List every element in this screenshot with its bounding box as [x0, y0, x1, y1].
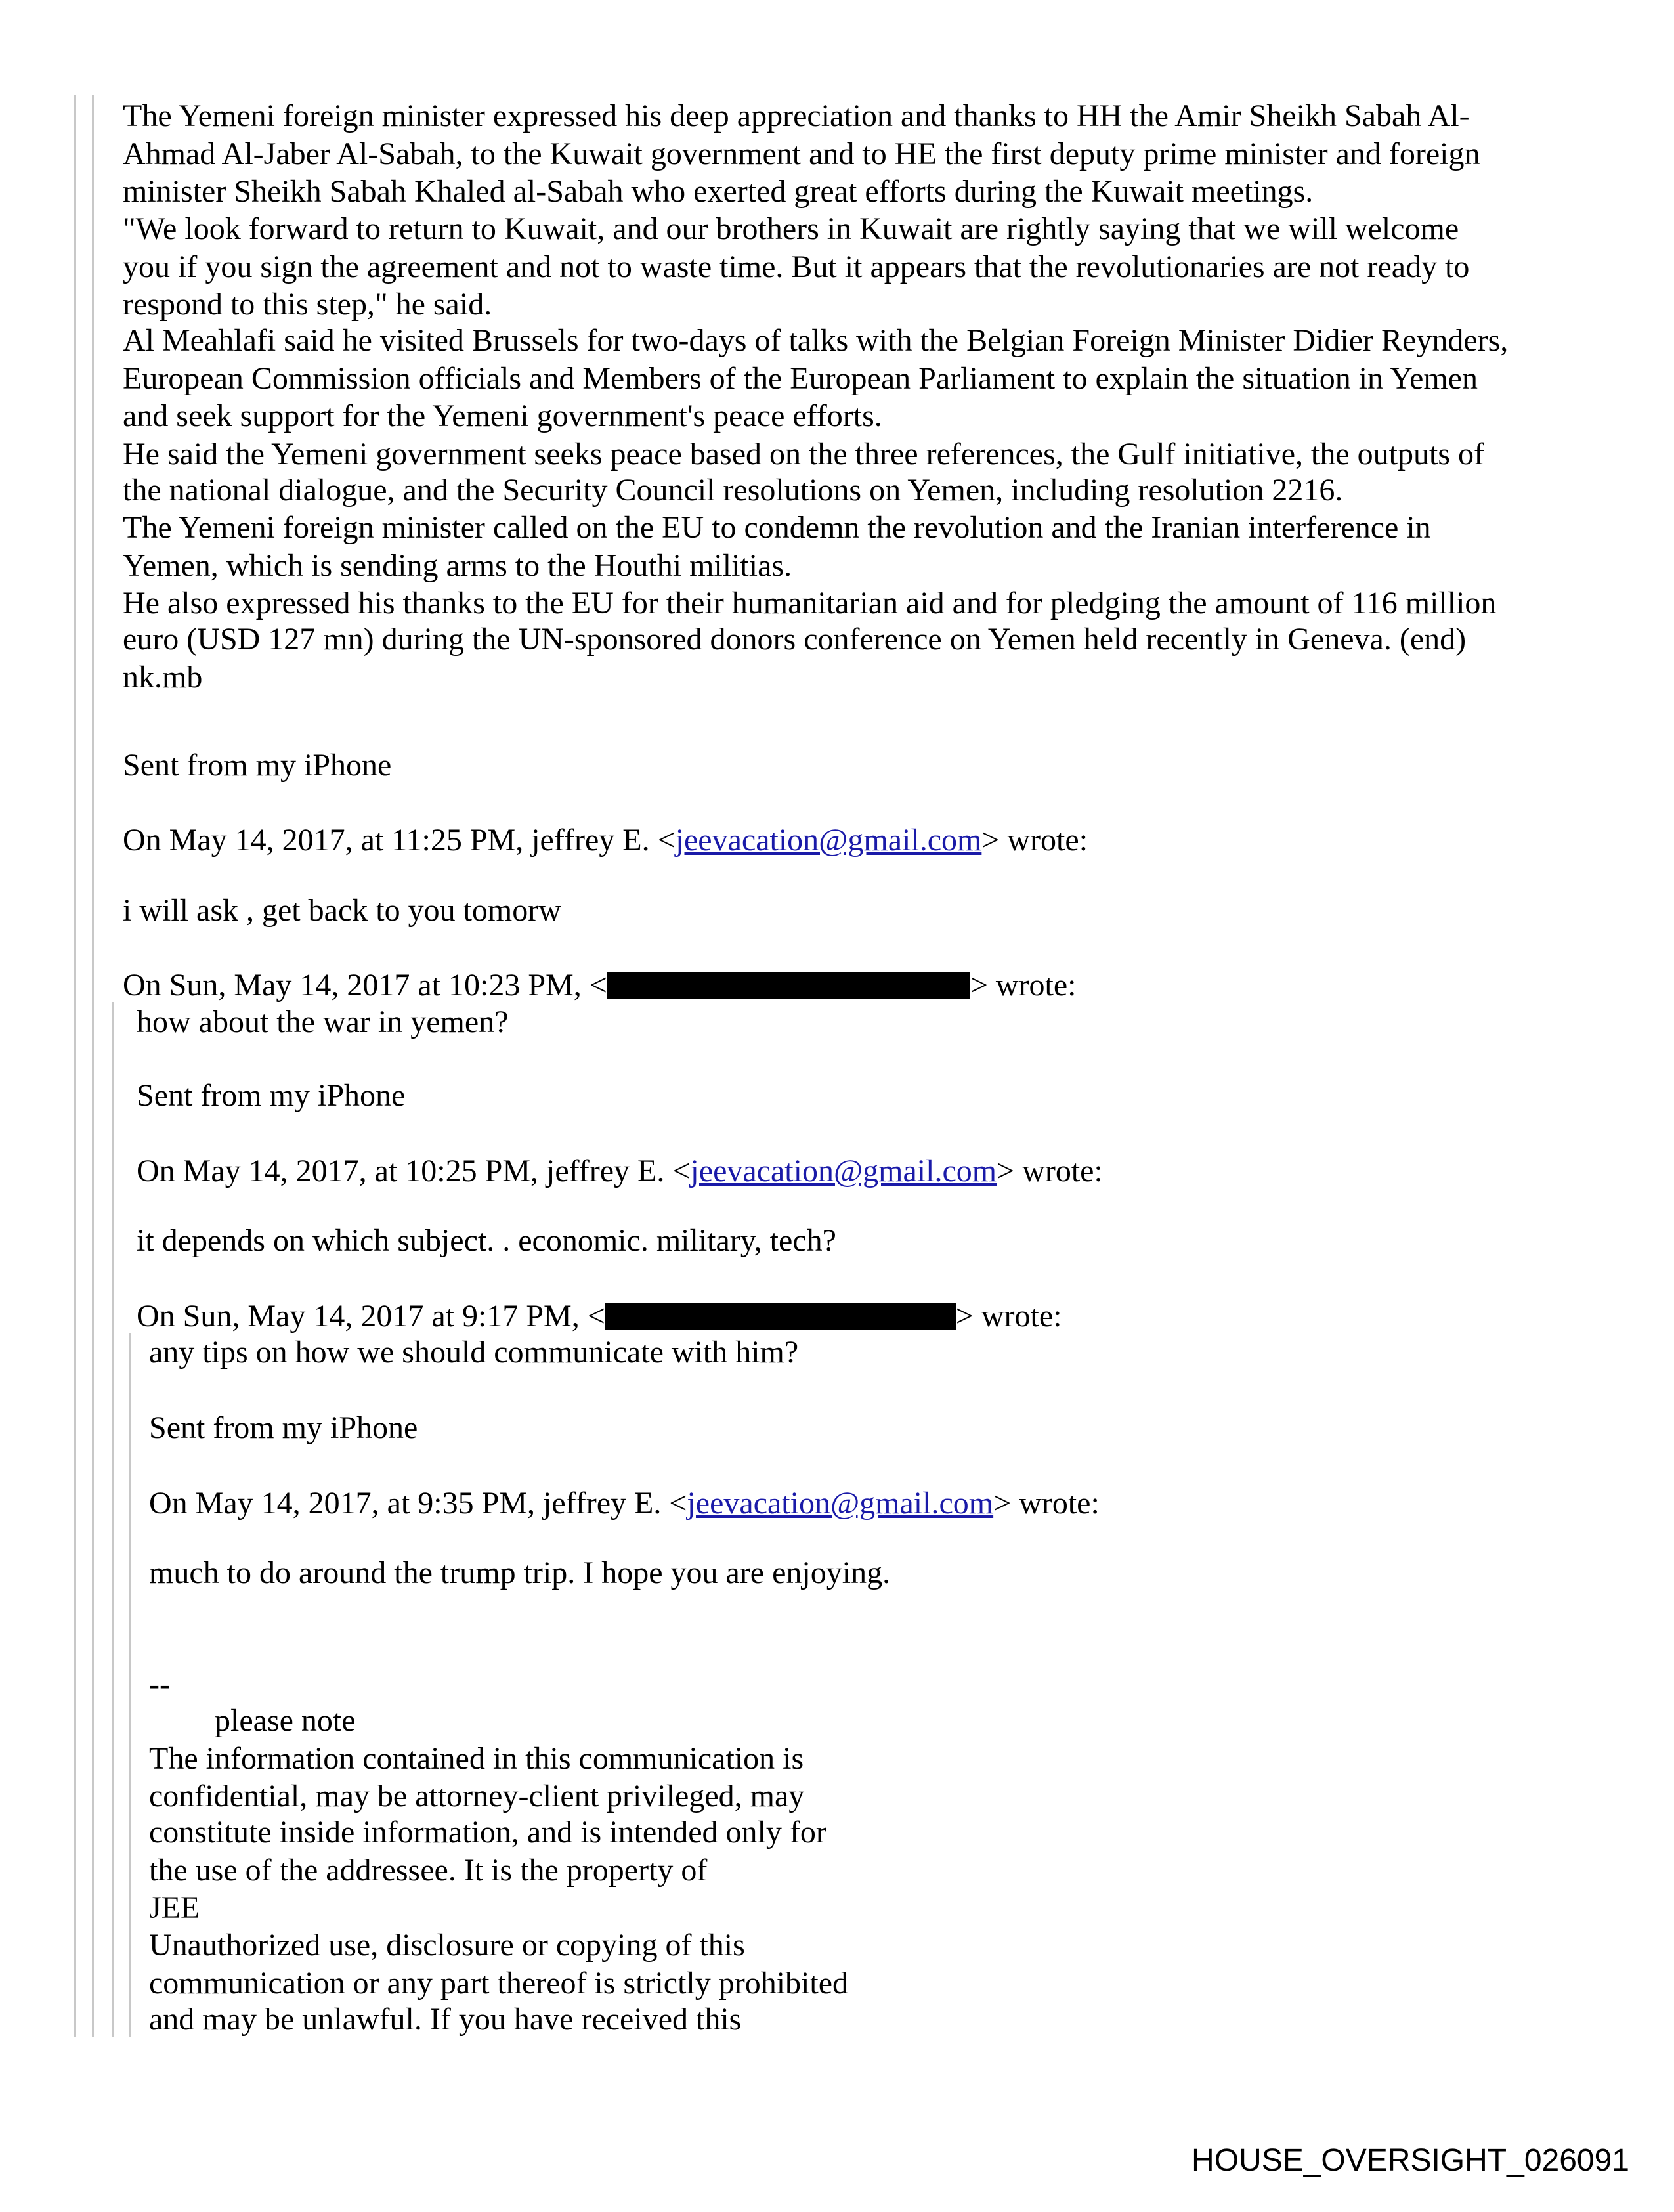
- message-header: [137, 1297, 1062, 1335]
- disclaimer-line: constitute inside information, and is intended only for: [149, 1815, 826, 1850]
- header-text: On May 14, 2017, at 9:35 PM, jeffrey E. <: [149, 1486, 687, 1521]
- article-line: minister Sheikh Sabah Khaled al-Sabah who exerted great efforts during the Kuwait meetings.: [123, 174, 1314, 209]
- message-header: [123, 966, 1076, 1004]
- quote-bar: [92, 95, 94, 2037]
- article-line: "We look forward to return to Kuwait, and our brothers in Kuwait are rightly saying that we will welcome: [123, 211, 1459, 246]
- email-link[interactable]: jeevacation@gmail.com: [690, 1154, 997, 1188]
- please-note: please note: [215, 1703, 356, 1738]
- message-body: much to do around the trump trip. I hope you are enjoying.: [149, 1555, 891, 1590]
- article-line: the national dialogue, and the Security Council resolutions on Yemen, including resolution 2216.: [123, 473, 1343, 508]
- article-line: He said the Yemeni government seeks peace based on the three references, the Gulf initiative, the outputs of: [123, 437, 1484, 471]
- article-line: respond to this step," he said.: [123, 287, 492, 322]
- disclaimer-line: JEE: [149, 1890, 200, 1925]
- article-line: The Yemeni foreign minister expressed his deep appreciation and thanks to HH the Amir Sheikh Sabah Al-: [123, 98, 1470, 133]
- bates-number: HOUSE_OVERSIGHT_026091: [1191, 2143, 1629, 2178]
- disclaimer-line: Unauthorized use, disclosure or copying of this: [149, 1928, 745, 1963]
- message-header: [149, 1485, 1100, 1522]
- header-text: On May 14, 2017, at 11:25 PM, jeffrey E. <: [123, 823, 676, 857]
- header-text: On Sun, May 14, 2017 at 10:23 PM, <: [123, 968, 607, 1003]
- disclaimer-line: communication or any part thereof is strictly prohibited: [149, 1966, 849, 2001]
- sent-from-iphone: Sent from my iPhone: [137, 1078, 406, 1113]
- signature-separator: --: [149, 1667, 170, 1702]
- quote-bar: [112, 1002, 114, 2037]
- message-body: i will ask , get back to you tomorw: [123, 893, 561, 928]
- email-link[interactable]: jeevacation@gmail.com: [675, 823, 982, 857]
- disclaimer-line: the use of the addressee. It is the property of: [149, 1853, 708, 1888]
- quote-bar: [129, 1333, 131, 2037]
- article-line: He also expressed his thanks to the EU for their humanitarian aid and for pledging the amount of 116 million: [123, 586, 1497, 620]
- email-link[interactable]: jeevacation@gmail.com: [687, 1486, 994, 1521]
- wrote-text: > wrote:: [955, 1299, 1062, 1334]
- header-text: On Sun, May 14, 2017 at 9:17 PM, <: [137, 1299, 605, 1334]
- disclaimer-line: The information contained in this communication is: [149, 1741, 804, 1776]
- article-line: Yemen, which is sending arms to the Houthi militias.: [123, 548, 792, 583]
- article-line: you if you sign the agreement and not to waste time. But it appears that the revolutionaries are not ready to: [123, 249, 1470, 284]
- sent-from-iphone: Sent from my iPhone: [149, 1410, 418, 1445]
- message-body: how about the war in yemen?: [137, 1005, 509, 1039]
- article-line: nk.mb: [123, 660, 203, 695]
- disclaimer-line: and may be unlawful. If you have received this: [149, 2002, 742, 2037]
- wrote-text: > wrote:: [970, 968, 1077, 1003]
- article-line: and seek support for the Yemeni government's peace efforts.: [123, 399, 882, 433]
- article-line: European Commission officials and Members of the European Parliament to explain the situation in Yemen: [123, 361, 1478, 396]
- quote-bar: [74, 95, 76, 2037]
- article-line: euro (USD 127 mn) during the UN-sponsored donors conference on Yemen held recently in Geneva. (end): [123, 622, 1467, 657]
- redaction-box: [605, 1303, 956, 1330]
- article-line: Ahmad Al-Jaber Al-Sabah, to the Kuwait government and to HE the first deputy prime minister and foreign: [123, 137, 1480, 171]
- header-text: On May 14, 2017, at 10:25 PM, jeffrey E. <: [137, 1154, 691, 1188]
- article-line: The Yemeni foreign minister called on the EU to condemn the revolution and the Iranian interference in: [123, 510, 1431, 545]
- message-header: [123, 821, 1088, 859]
- wrote-text: > wrote:: [993, 1486, 1100, 1521]
- message-header: [137, 1152, 1103, 1190]
- sent-from-iphone: Sent from my iPhone: [123, 748, 392, 783]
- wrote-text: > wrote:: [997, 1154, 1103, 1188]
- message-body: any tips on how we should communicate with him?: [149, 1335, 799, 1370]
- message-body: it depends on which subject. . economic. military, tech?: [137, 1223, 836, 1258]
- wrote-text: > wrote:: [981, 823, 1088, 857]
- redaction-box: [607, 972, 970, 999]
- article-line: Al Meahlafi said he visited Brussels for two-days of talks with the Belgian Foreign Minister Didier Reynders,: [123, 323, 1509, 358]
- disclaimer-line: confidential, may be attorney-client privileged, may: [149, 1779, 805, 1813]
